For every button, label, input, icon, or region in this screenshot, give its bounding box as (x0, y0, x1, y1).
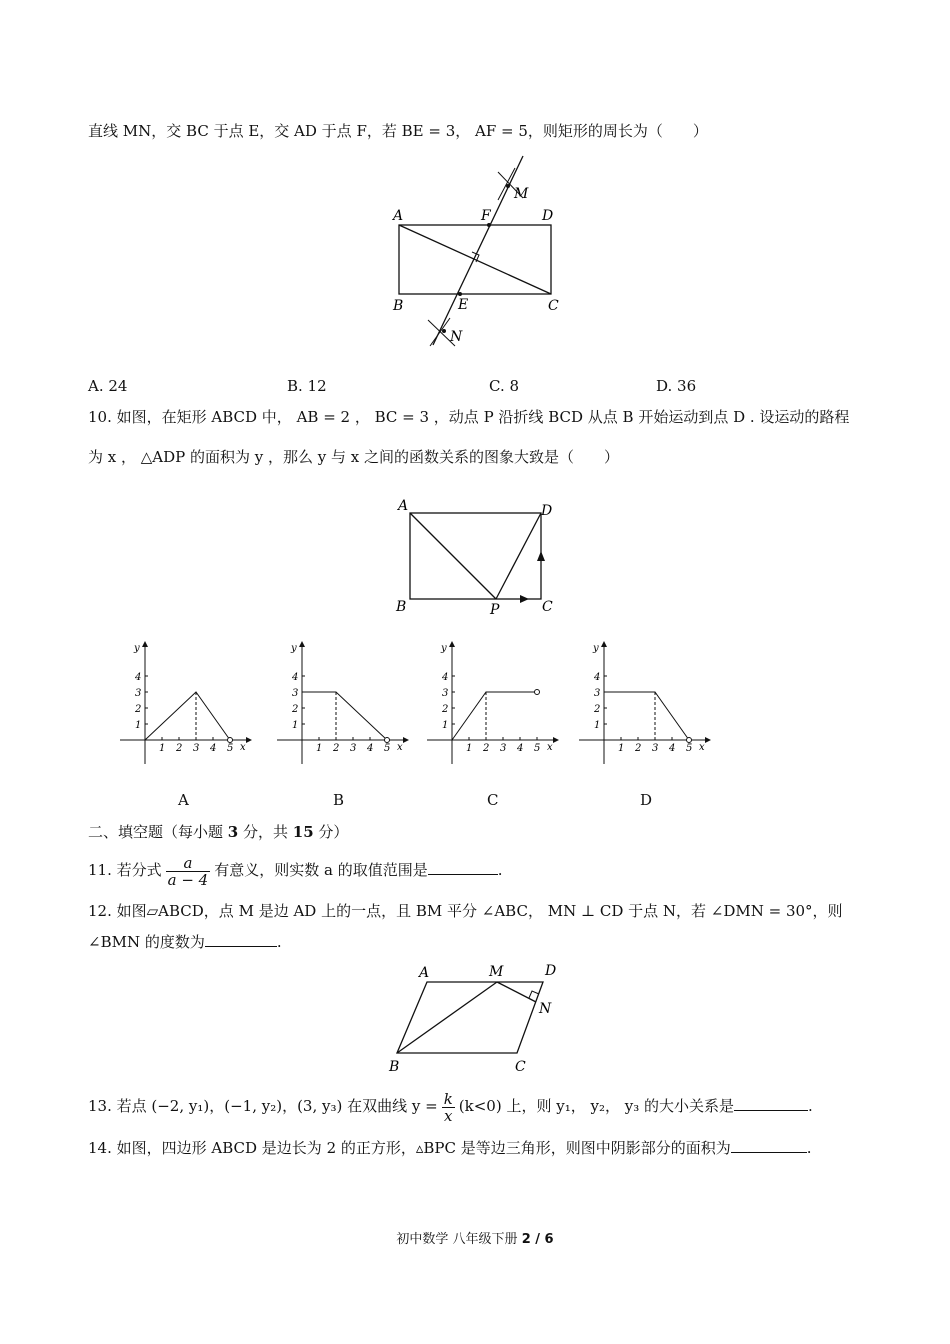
y-tick-label: 4 (135, 672, 142, 683)
x-tick-label: 2 (635, 743, 642, 754)
q12-label-C: C (515, 1059, 526, 1075)
graph-line (302, 692, 387, 740)
label-B: B (393, 298, 404, 314)
q10-graph-label-c: C (487, 791, 499, 809)
label-E: E (458, 297, 469, 313)
q14-text: 14. 如图，四边形 ABCD 是边长为 2 的正方形，▵BPC 是等边三角形，则图中阴影部分的面积为 . (88, 1139, 812, 1157)
y-tick-label: 1 (442, 720, 449, 731)
x-tick-label: 2 (483, 743, 490, 754)
q10-graph-a (118, 640, 253, 770)
label-F: F (481, 208, 491, 224)
x-axis-label: x (699, 742, 705, 753)
q12-answer-blank[interactable] (205, 932, 277, 947)
x-tick-label: 1 (316, 743, 323, 754)
x-tick-label: 3 (193, 743, 200, 754)
q10-graph-label-a: A (178, 791, 189, 809)
x-tick-label: 4 (210, 743, 217, 754)
x-tick-label: 2 (333, 743, 340, 754)
q9-option-c: C. 8 (489, 377, 520, 395)
x-tick-label: 5 (227, 743, 234, 754)
q12-label-B: B (389, 1059, 400, 1075)
x-tick-label: 3 (652, 743, 659, 754)
q10-text-line1: 10. 如图，在矩形 ABCD 中， AB = 2 ， BC = 3 ，动点 P 沿折线 BCD 从点 B 开始运动到点 D . 设运动的路程 (88, 408, 850, 426)
q11-text: 11. 若分式 $\frac{a}{a - 4}$ 有意义，则实数 a 的取值范围是 . (88, 853, 503, 889)
x-tick-label: 1 (466, 743, 473, 754)
q10-graph-label-b: B (333, 791, 345, 809)
q9-option-a: A. 24 (88, 377, 128, 395)
q12-text-line2: ∠BMN 的度数为 . (88, 933, 282, 951)
q10-graph-label-d: D (640, 791, 653, 809)
graph-line (145, 692, 230, 740)
open-endpoint (228, 738, 233, 743)
x-axis-label: x (240, 742, 246, 753)
y-axis-arrow (299, 641, 305, 647)
q10-label-D: D (541, 503, 553, 519)
q14-answer-blank[interactable] (731, 1138, 807, 1153)
y-tick-label: 3 (442, 688, 449, 699)
q12-label-N: N (539, 1001, 552, 1017)
x-axis-arrow (705, 737, 711, 743)
q9-option-b: B. 12 (287, 377, 327, 395)
x-axis-arrow (403, 737, 409, 743)
q10-graph-b (275, 640, 410, 770)
q9-text: 直线 MN，交 BC 于点 E，交 AD 于点 F，若 BE = 3， AF = 5，则矩形的周长为（ ） (88, 122, 708, 140)
open-endpoint (687, 738, 692, 743)
y-tick-label: 3 (292, 688, 299, 699)
q11-answer-blank[interactable] (428, 860, 498, 875)
q12-text-line1: 12. 如图▱ABCD，点 M 是边 AD 上的一点，且 BM 平分 ∠ABC， MN ⊥ CD 于点 N，若 ∠DMN = 30°，则 (88, 902, 843, 920)
y-tick-label: 4 (594, 672, 601, 683)
y-axis-label: y (441, 643, 447, 654)
page-footer: 初中数学 八年级下册 2 / 6 (396, 1232, 554, 1247)
x-tick-label: 4 (367, 743, 374, 754)
label-C: C (548, 298, 559, 314)
x-tick-label: 5 (384, 743, 391, 754)
x-tick-label: 3 (350, 743, 357, 754)
x-tick-label: 2 (176, 743, 183, 754)
q12-label-A: A (419, 965, 430, 981)
q10-text-line2: 为 x ， △ADP 的面积为 y ，那么 y 与 x 之间的函数关系的图象大致是（ ） (88, 448, 620, 466)
y-tick-label: 1 (292, 720, 299, 731)
q12-label-M: M (489, 964, 504, 980)
x-tick-label: 4 (669, 743, 676, 754)
x-tick-label: 3 (500, 743, 507, 754)
open-endpoint (385, 738, 390, 743)
q13-fraction: $\frac{k}{x}$ (443, 1089, 453, 1125)
label-M: M (514, 186, 529, 202)
y-axis-label: y (134, 643, 140, 654)
graph-line (604, 692, 689, 740)
y-tick-label: 2 (292, 704, 299, 715)
y-tick-label: 2 (135, 704, 142, 715)
x-tick-label: 5 (534, 743, 541, 754)
q12-figure (385, 958, 575, 1078)
x-tick-label: 1 (618, 743, 625, 754)
graph-line (452, 692, 537, 740)
y-axis-label: y (593, 643, 599, 654)
q10-label-B: B (396, 599, 407, 615)
y-tick-label: 1 (135, 720, 142, 731)
x-tick-label: 1 (159, 743, 166, 754)
section2-heading: 二、填空题（每小题 3 分，共 15 分） (88, 823, 349, 841)
q10-figure (390, 495, 570, 625)
y-tick-label: 4 (442, 672, 449, 683)
y-tick-label: 2 (442, 704, 449, 715)
q13-answer-blank[interactable] (734, 1096, 808, 1111)
y-tick-label: 3 (594, 688, 601, 699)
y-tick-label: 1 (594, 720, 601, 731)
y-axis-arrow (601, 641, 607, 647)
q13-text: 13. 若点 (−2, y₁)，(−1, y₂)，(3, y₃) 在双曲线 y = $\frac{k}{x}$ (k<0) 上，则 y₁， y₂， y₃ 的大小关系是 . (88, 1089, 813, 1125)
y-axis-arrow (142, 641, 148, 647)
x-axis-arrow (553, 737, 559, 743)
y-tick-label: 3 (135, 688, 142, 699)
label-N: N (450, 329, 463, 345)
x-axis-label: x (547, 742, 553, 753)
x-axis-arrow (246, 737, 252, 743)
x-axis-label: x (397, 742, 403, 753)
q9-figure (380, 150, 580, 350)
q9-option-d: D. 36 (656, 377, 697, 395)
x-tick-label: 4 (517, 743, 524, 754)
q10-graph-d (577, 640, 712, 770)
y-tick-label: 4 (292, 672, 299, 683)
q12-label-D: D (545, 963, 557, 979)
y-tick-label: 2 (594, 704, 601, 715)
x-tick-label: 5 (686, 743, 693, 754)
q10-graph-c (425, 640, 560, 770)
open-endpoint (535, 690, 540, 695)
y-axis-arrow (449, 641, 455, 647)
q11-fraction: $\frac{a}{a - 4}$ (167, 853, 209, 889)
q10-label-A: A (398, 498, 409, 514)
q10-label-P: P (490, 602, 500, 618)
label-D: D (542, 208, 554, 224)
label-A: A (393, 208, 404, 224)
page-number: 2 / 6 (521, 1232, 554, 1247)
y-axis-label: y (291, 643, 297, 654)
q10-label-C: C (542, 599, 553, 615)
